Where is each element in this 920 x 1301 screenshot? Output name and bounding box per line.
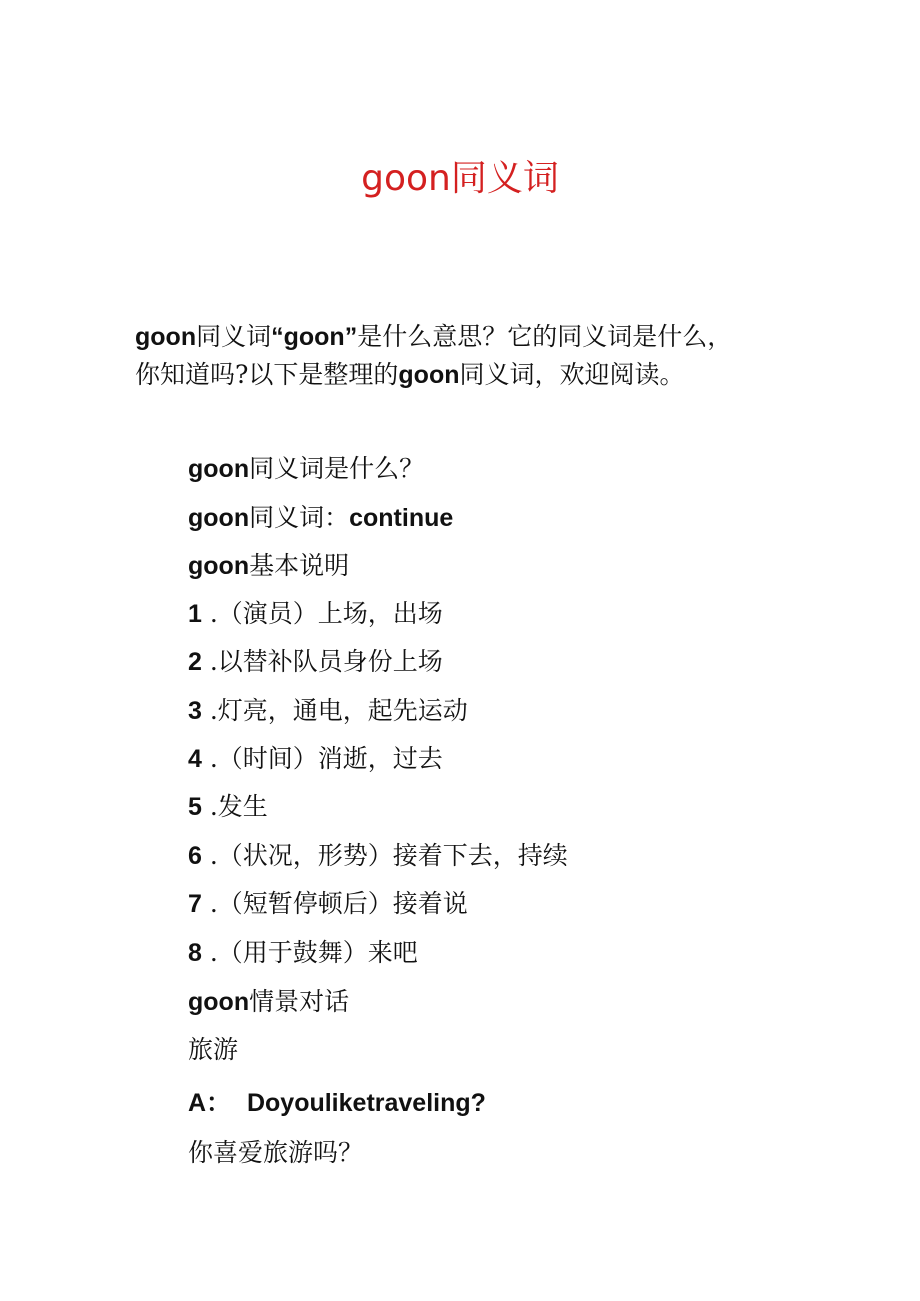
definition-item: 4 .（时间）消逝，过去 (188, 744, 443, 773)
basic-heading: goon基本说明 (188, 551, 350, 580)
dialogue-line-cn: 你喜爱旅游吗？ (188, 1138, 364, 1167)
dialogue-line-en: A： Doyouliketraveling? (188, 1089, 486, 1117)
question-heading: goon同义词是什么？ (188, 454, 425, 483)
topic-label: 旅游 (188, 1035, 239, 1064)
definition-item: 7 .（短暂停顿后）接着说 (188, 889, 468, 918)
intro-line-2: 你知道吗?以下是整理的goon同义词，欢迎阅读。 (135, 360, 685, 389)
definition-item: 8 .（用于鼓舞）来吧 (188, 938, 418, 967)
intro-paragraph (135, 318, 795, 394)
definition-item: 5 .发生 (188, 792, 268, 821)
definition-item: 1 .（演员）上场，出场 (188, 599, 443, 628)
synonym-line: goon同义词：continue (188, 503, 454, 532)
definition-item: 2 .以替补队员身份上场 (188, 647, 443, 676)
dialogue-heading: goon情景对话 (188, 987, 350, 1016)
document-title: goon同义词 (361, 158, 559, 199)
definition-item: 3 .灯亮，通电，起先运动 (188, 696, 468, 725)
intro-line-1: goon同义词“goon”是什么意思？它的同义词是什么， (135, 322, 733, 351)
definition-item: 6 .（状况，形势）接着下去，持续 (188, 841, 568, 870)
